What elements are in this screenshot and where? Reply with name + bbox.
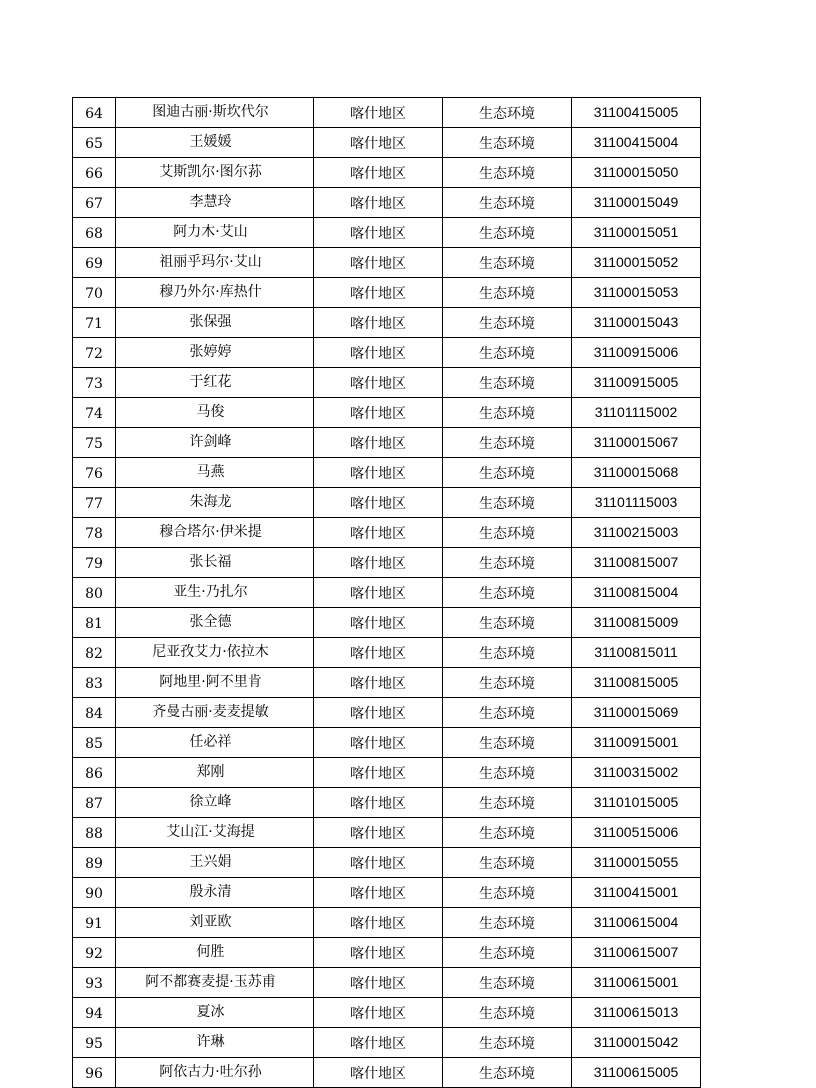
name-cell: 王兴娟 [116, 848, 314, 878]
field-cell: 生态环境 [443, 308, 572, 338]
region-cell: 喀什地区 [314, 608, 443, 638]
table-row [73, 188, 701, 218]
name-cell: 艾斯凯尔·图尔荪 [116, 158, 314, 188]
region-cell: 喀什地区 [314, 308, 443, 338]
id-number-cell: 31100515006 [572, 818, 701, 848]
row-number-cell: 96 [73, 1058, 116, 1088]
region-cell: 喀什地区 [314, 938, 443, 968]
row-number-cell: 93 [73, 968, 116, 998]
id-number-cell: 31100915006 [572, 338, 701, 368]
id-number-cell: 31100615004 [572, 908, 701, 938]
name-cell: 阿不都赛麦提·玉苏甫 [116, 968, 314, 998]
id-number-cell: 31100015043 [572, 308, 701, 338]
name-cell: 李慧玲 [116, 188, 314, 218]
field-cell: 生态环境 [443, 518, 572, 548]
table-row [73, 398, 701, 428]
region-cell: 喀什地区 [314, 1058, 443, 1088]
row-number-cell: 90 [73, 878, 116, 908]
row-number-cell: 69 [73, 248, 116, 278]
id-number-cell: 31101015005 [572, 788, 701, 818]
table-row [73, 308, 701, 338]
table-row [73, 578, 701, 608]
region-cell: 喀什地区 [314, 398, 443, 428]
field-cell: 生态环境 [443, 638, 572, 668]
table-row [73, 128, 701, 158]
field-cell: 生态环境 [443, 788, 572, 818]
row-number-cell: 81 [73, 608, 116, 638]
region-cell: 喀什地区 [314, 338, 443, 368]
table-row [73, 818, 701, 848]
id-number-cell: 31101115002 [572, 398, 701, 428]
id-number-cell: 31100215003 [572, 518, 701, 548]
field-cell: 生态环境 [443, 158, 572, 188]
field-cell: 生态环境 [443, 548, 572, 578]
name-cell: 张全德 [116, 608, 314, 638]
table-row [73, 368, 701, 398]
id-number-cell: 31100015067 [572, 428, 701, 458]
id-number-cell: 31100615013 [572, 998, 701, 1028]
id-number-cell: 31100815011 [572, 638, 701, 668]
table-row [73, 998, 701, 1028]
field-cell: 生态环境 [443, 278, 572, 308]
id-number-cell: 31100015052 [572, 248, 701, 278]
table-row [73, 698, 701, 728]
name-cell: 张保强 [116, 308, 314, 338]
field-cell: 生态环境 [443, 818, 572, 848]
row-number-cell: 80 [73, 578, 116, 608]
row-number-cell: 85 [73, 728, 116, 758]
field-cell: 生态环境 [443, 908, 572, 938]
region-cell: 喀什地区 [314, 458, 443, 488]
region-cell: 喀什地区 [314, 278, 443, 308]
row-number-cell: 95 [73, 1028, 116, 1058]
roster-table [72, 97, 701, 1088]
region-cell: 喀什地区 [314, 548, 443, 578]
field-cell: 生态环境 [443, 728, 572, 758]
name-cell: 艾山江·艾海提 [116, 818, 314, 848]
name-cell: 殷永清 [116, 878, 314, 908]
table-row [73, 848, 701, 878]
table-row [73, 98, 701, 128]
name-cell: 郑刚 [116, 758, 314, 788]
name-cell: 张婷婷 [116, 338, 314, 368]
region-cell: 喀什地区 [314, 488, 443, 518]
row-number-cell: 84 [73, 698, 116, 728]
region-cell: 喀什地区 [314, 428, 443, 458]
table-row [73, 158, 701, 188]
table-row [73, 428, 701, 458]
id-number-cell: 31100015051 [572, 218, 701, 248]
table-row [73, 218, 701, 248]
region-cell: 喀什地区 [314, 878, 443, 908]
table-row [73, 608, 701, 638]
name-cell: 图迪古丽·斯坎代尔 [116, 98, 314, 128]
id-number-cell: 31100615005 [572, 1058, 701, 1088]
field-cell: 生态环境 [443, 1058, 572, 1088]
name-cell: 亚生·乃扎尔 [116, 578, 314, 608]
row-number-cell: 91 [73, 908, 116, 938]
name-cell: 刘亚欧 [116, 908, 314, 938]
id-number-cell: 31100415004 [572, 128, 701, 158]
region-cell: 喀什地区 [314, 98, 443, 128]
id-number-cell: 31100015050 [572, 158, 701, 188]
row-number-cell: 83 [73, 668, 116, 698]
row-number-cell: 88 [73, 818, 116, 848]
row-number-cell: 89 [73, 848, 116, 878]
field-cell: 生态环境 [443, 488, 572, 518]
region-cell: 喀什地区 [314, 158, 443, 188]
region-cell: 喀什地区 [314, 248, 443, 278]
field-cell: 生态环境 [443, 398, 572, 428]
id-number-cell: 31100315002 [572, 758, 701, 788]
table-row [73, 788, 701, 818]
row-number-cell: 78 [73, 518, 116, 548]
name-cell: 夏冰 [116, 998, 314, 1028]
field-cell: 生态环境 [443, 218, 572, 248]
region-cell: 喀什地区 [314, 698, 443, 728]
region-cell: 喀什地区 [314, 968, 443, 998]
row-number-cell: 64 [73, 98, 116, 128]
id-number-cell: 31101115003 [572, 488, 701, 518]
table-row [73, 1028, 701, 1058]
row-number-cell: 75 [73, 428, 116, 458]
region-cell: 喀什地区 [314, 638, 443, 668]
table-row [73, 878, 701, 908]
name-cell: 尼亚孜艾力·依拉木 [116, 638, 314, 668]
row-number-cell: 71 [73, 308, 116, 338]
region-cell: 喀什地区 [314, 578, 443, 608]
id-number-cell: 31100815007 [572, 548, 701, 578]
id-number-cell: 31100915005 [572, 368, 701, 398]
name-cell: 阿力木·艾山 [116, 218, 314, 248]
id-number-cell: 31100815009 [572, 608, 701, 638]
id-number-cell: 31100915001 [572, 728, 701, 758]
region-cell: 喀什地区 [314, 518, 443, 548]
table-row [73, 488, 701, 518]
region-cell: 喀什地区 [314, 728, 443, 758]
field-cell: 生态环境 [443, 128, 572, 158]
field-cell: 生态环境 [443, 878, 572, 908]
field-cell: 生态环境 [443, 98, 572, 128]
name-cell: 祖丽乎玛尔·艾山 [116, 248, 314, 278]
row-number-cell: 73 [73, 368, 116, 398]
row-number-cell: 82 [73, 638, 116, 668]
field-cell: 生态环境 [443, 428, 572, 458]
table-row [73, 938, 701, 968]
field-cell: 生态环境 [443, 848, 572, 878]
name-cell: 王媛媛 [116, 128, 314, 158]
field-cell: 生态环境 [443, 998, 572, 1028]
name-cell: 许琳 [116, 1028, 314, 1058]
row-number-cell: 86 [73, 758, 116, 788]
table-row [73, 968, 701, 998]
table-row [73, 1058, 701, 1088]
row-number-cell: 77 [73, 488, 116, 518]
row-number-cell: 92 [73, 938, 116, 968]
region-cell: 喀什地区 [314, 818, 443, 848]
row-number-cell: 79 [73, 548, 116, 578]
region-cell: 喀什地区 [314, 368, 443, 398]
field-cell: 生态环境 [443, 188, 572, 218]
name-cell: 马俊 [116, 398, 314, 428]
row-number-cell: 87 [73, 788, 116, 818]
row-number-cell: 68 [73, 218, 116, 248]
id-number-cell: 31100615007 [572, 938, 701, 968]
id-number-cell: 31100015069 [572, 698, 701, 728]
name-cell: 何胜 [116, 938, 314, 968]
id-number-cell: 31100815004 [572, 578, 701, 608]
region-cell: 喀什地区 [314, 848, 443, 878]
name-cell: 许剑峰 [116, 428, 314, 458]
row-number-cell: 76 [73, 458, 116, 488]
name-cell: 穆合塔尔·伊米提 [116, 518, 314, 548]
field-cell: 生态环境 [443, 248, 572, 278]
table-row [73, 278, 701, 308]
id-number-cell: 31100415005 [572, 98, 701, 128]
name-cell: 任必祥 [116, 728, 314, 758]
id-number-cell: 31100015042 [572, 1028, 701, 1058]
field-cell: 生态环境 [443, 668, 572, 698]
row-number-cell: 67 [73, 188, 116, 218]
table-row [73, 668, 701, 698]
row-number-cell: 94 [73, 998, 116, 1028]
table-row [73, 908, 701, 938]
name-cell: 朱海龙 [116, 488, 314, 518]
field-cell: 生态环境 [443, 1028, 572, 1058]
row-number-cell: 70 [73, 278, 116, 308]
region-cell: 喀什地区 [314, 758, 443, 788]
roster-body [73, 98, 701, 1088]
field-cell: 生态环境 [443, 608, 572, 638]
region-cell: 喀什地区 [314, 1028, 443, 1058]
region-cell: 喀什地区 [314, 788, 443, 818]
table-row [73, 638, 701, 668]
field-cell: 生态环境 [443, 338, 572, 368]
table-row [73, 758, 701, 788]
region-cell: 喀什地区 [314, 188, 443, 218]
table-row [73, 548, 701, 578]
id-number-cell: 31100815005 [572, 668, 701, 698]
region-cell: 喀什地区 [314, 998, 443, 1028]
id-number-cell: 31100015053 [572, 278, 701, 308]
name-cell: 穆乃外尔·库热什 [116, 278, 314, 308]
name-cell: 张长福 [116, 548, 314, 578]
id-number-cell: 31100015055 [572, 848, 701, 878]
field-cell: 生态环境 [443, 578, 572, 608]
id-number-cell: 31100015049 [572, 188, 701, 218]
table-row [73, 458, 701, 488]
field-cell: 生态环境 [443, 968, 572, 998]
row-number-cell: 72 [73, 338, 116, 368]
region-cell: 喀什地区 [314, 668, 443, 698]
id-number-cell: 31100415001 [572, 878, 701, 908]
id-number-cell: 31100015068 [572, 458, 701, 488]
table-row [73, 338, 701, 368]
name-cell: 阿地里·阿不里肯 [116, 668, 314, 698]
table-row [73, 518, 701, 548]
field-cell: 生态环境 [443, 938, 572, 968]
region-cell: 喀什地区 [314, 218, 443, 248]
field-cell: 生态环境 [443, 698, 572, 728]
table-row [73, 248, 701, 278]
name-cell: 徐立峰 [116, 788, 314, 818]
name-cell: 阿依古力·吐尔孙 [116, 1058, 314, 1088]
field-cell: 生态环境 [443, 368, 572, 398]
table-row [73, 728, 701, 758]
region-cell: 喀什地区 [314, 908, 443, 938]
field-cell: 生态环境 [443, 458, 572, 488]
name-cell: 马燕 [116, 458, 314, 488]
field-cell: 生态环境 [443, 758, 572, 788]
row-number-cell: 74 [73, 398, 116, 428]
region-cell: 喀什地区 [314, 128, 443, 158]
row-number-cell: 65 [73, 128, 116, 158]
name-cell: 齐曼古丽·麦麦提敏 [116, 698, 314, 728]
row-number-cell: 66 [73, 158, 116, 188]
name-cell: 于红花 [116, 368, 314, 398]
id-number-cell: 31100615001 [572, 968, 701, 998]
